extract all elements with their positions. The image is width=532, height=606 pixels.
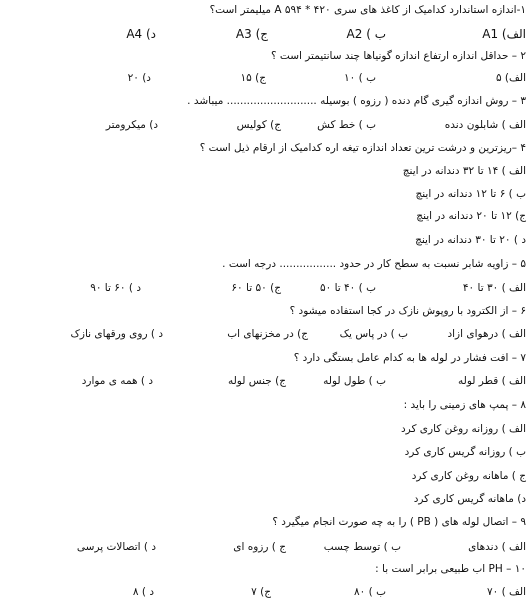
question-4-option-c: ج) ۱۲ تا ۲۰ دندانه در اینچ [416, 210, 526, 222]
option-b: ب ) طول لوله [323, 375, 386, 387]
option-c: ج) در مخزنهای اب [227, 328, 308, 340]
question-6-options [6, 328, 526, 344]
option-a: الف ) ۳۰ تا ۴۰ [462, 282, 526, 294]
question-9: ۹ – اتصال لوله های ( PB ) را به چه صورت انجام میگیرد ؟ [272, 516, 526, 528]
question-3-options [6, 119, 526, 135]
option-c: ج ) رزوه ای [233, 541, 286, 553]
option-d: د) ۲۰ [127, 72, 151, 84]
option-c: ج) ۷ [251, 586, 271, 598]
question-8-option-b: ب ) روزانه گریس کاری کرد [404, 446, 526, 458]
option-d: د) A4 [126, 27, 156, 41]
question-1-options [6, 27, 526, 43]
question-2: ۲ – حداقل اندازه ارتفاع اندازه گونیاها چند سانتیمتر است ؟ [270, 50, 526, 62]
question-10: ۱۰ – PH اب طبیعی برابر است با : [375, 563, 526, 575]
question-4-option-a: الف ) ۱۴ تا ۳۲ دندانه در اینچ [402, 165, 526, 177]
option-a: الف ) درهوای ازاد [447, 328, 526, 340]
option-c: ج) کولیس [236, 119, 281, 131]
question-3: ۳ – روش اندازه گیری گام دنده ( رزوه ) بوسیله ........................... میباشد . [187, 95, 526, 107]
question-8-option-c: ج ) ماهانه روغن کاری کرد [411, 470, 526, 482]
question-1: ۱-اندازه استاندارد کدامیک از کاغذ های سری A ۵۹۴ * ۴۲۰ میلیمتر است؟ [209, 4, 526, 16]
option-a: الف ) قطر لوله [458, 375, 526, 387]
question-7: ۷ – افت فشار در لوله ها به کدام عامل بستگی دارد ؟ [293, 352, 526, 364]
question-10-options [6, 586, 526, 602]
question-4-option-d: د ) ۲۰ تا ۳۰ دندانه در اینچ [415, 234, 526, 246]
question-8: ۸ – پمپ های زمینی را باید : [403, 399, 526, 411]
option-a: الف ) شابلون دنده [444, 119, 526, 131]
question-4-option-b: ب ) ۶ تا ۱۲ دندانه در اینچ [415, 188, 526, 200]
option-c: ج) جنس لوله [227, 375, 286, 387]
option-b: ب ) A2 [346, 27, 386, 41]
option-b: ب ) در پاس یک [339, 328, 408, 340]
option-a: الف ) ۷۰ [486, 586, 526, 598]
option-c: ج) A3 [235, 27, 268, 41]
option-a: الف) A1 [482, 27, 526, 41]
option-a: الف ) دندهای [468, 541, 526, 553]
option-d: د ) همه ی موارد [81, 375, 153, 387]
option-b: ب ) ۱۰ [344, 72, 376, 84]
option-b: ب ) ۴۰ تا ۵۰ [319, 282, 376, 294]
question-9-options [6, 541, 526, 557]
question-5-options [6, 282, 526, 298]
option-c: ج) ۵۰ تا ۶۰ [231, 282, 281, 294]
option-c: ج) ۱۵ [240, 72, 266, 84]
option-d: د ) ۶۰ تا ۹۰ [90, 282, 141, 294]
option-d: د ) ۸ [132, 586, 154, 598]
question-2-options [6, 72, 526, 88]
question-5: ۵ – زاویه شابر نسبت به سطح کار در حدود ................. درجه است . [222, 258, 526, 270]
option-b: ب ) خط کش [317, 119, 376, 131]
question-6: ۶ – از الکترود با روپوش نازک در کجا استفاده میشود ؟ [289, 305, 526, 317]
question-4: ۴ –ریزترین و درشت ترین تعداد اندازه تیغه اره کدامیک از ارقام ذیل است ؟ [199, 142, 526, 154]
option-b: ب ) ۸۰ [354, 586, 386, 598]
question-7-options [6, 375, 526, 391]
option-d: د) میکرومتر [105, 119, 158, 131]
option-a: الف) ۵ [495, 72, 526, 84]
option-b: ب ) توسط چسب [323, 541, 401, 553]
question-8-option-a: الف ) روزانه روغن کاری کرد [400, 423, 526, 435]
option-d: د ) روی ورقهای نازک [70, 328, 163, 340]
question-8-option-d: د) ماهانه گریس کاری کرد [413, 493, 526, 505]
option-d: د ) اتصالات پرسی [76, 541, 156, 553]
